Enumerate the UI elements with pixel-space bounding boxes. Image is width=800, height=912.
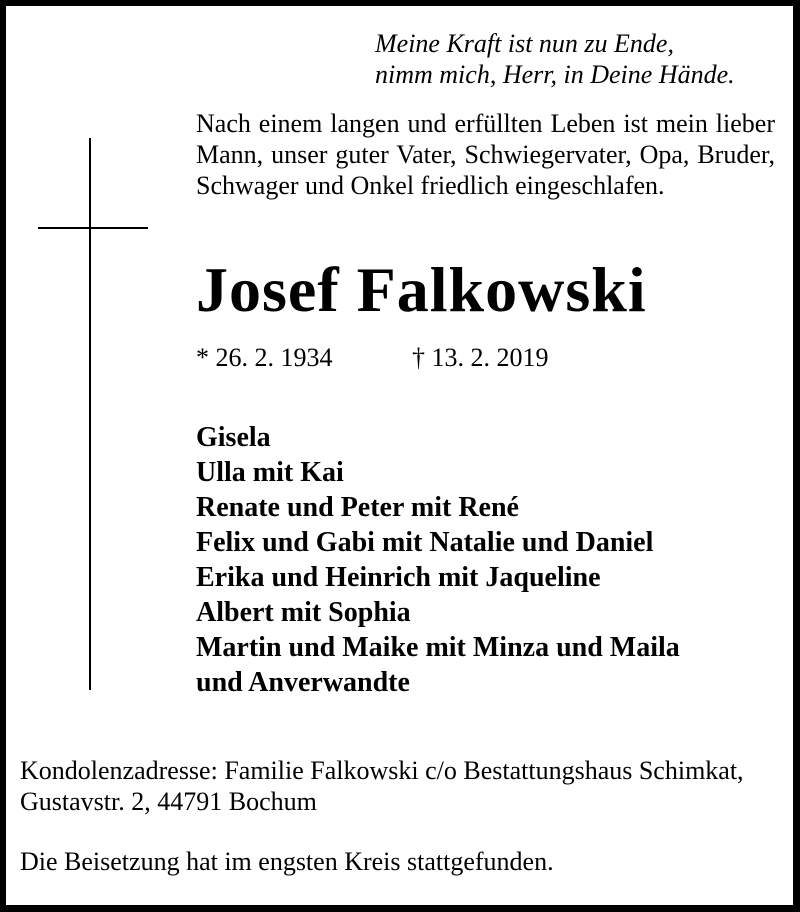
death-date: † 13. 2. 2019 bbox=[412, 343, 549, 372]
condolence-line: Gustavstr. 2, 44791 Bochum bbox=[20, 787, 317, 816]
deceased-name: Josef Falkowski bbox=[196, 254, 647, 325]
family-line: Martin und Maike mit Minza und Maila bbox=[196, 632, 680, 663]
family-line: und Anverwandte bbox=[196, 667, 410, 698]
poem-line: nimm mich, Herr, in Deine Hände. bbox=[375, 60, 735, 89]
family-line: Erika und Heinrich mit Jaqueline bbox=[196, 562, 601, 593]
condolence-line: Kondolenzadresse: Familie Falkowski c/o Bestattungshaus Schimkat, bbox=[20, 756, 744, 785]
poem-line: Meine Kraft ist nun zu Ende, bbox=[375, 29, 674, 58]
burial-note: Die Beisetzung hat im engsten Kreis stattgefunden. bbox=[20, 847, 554, 876]
intro-text: Nach einem langen und erfüllten Leben ist mein lieber Mann, unser guter Vater, Schwiegervater, Opa, Bruder, Schwager und Onkel friedlich eingeschlafen. bbox=[196, 109, 775, 200]
cross-icon-vertical bbox=[89, 138, 91, 690]
family-line: Albert mit Sophia bbox=[196, 597, 411, 628]
condolence-address bbox=[20, 755, 744, 817]
family-line: Gisela bbox=[196, 422, 271, 453]
cross-icon-horizontal bbox=[38, 227, 148, 229]
poem bbox=[375, 28, 735, 90]
family-list bbox=[196, 420, 680, 700]
family-line: Renate und Peter mit René bbox=[196, 492, 519, 523]
family-line: Felix und Gabi mit Natalie und Daniel bbox=[196, 527, 654, 558]
family-line: Ulla mit Kai bbox=[196, 457, 344, 488]
birth-date: * 26. 2. 1934 bbox=[196, 343, 333, 372]
